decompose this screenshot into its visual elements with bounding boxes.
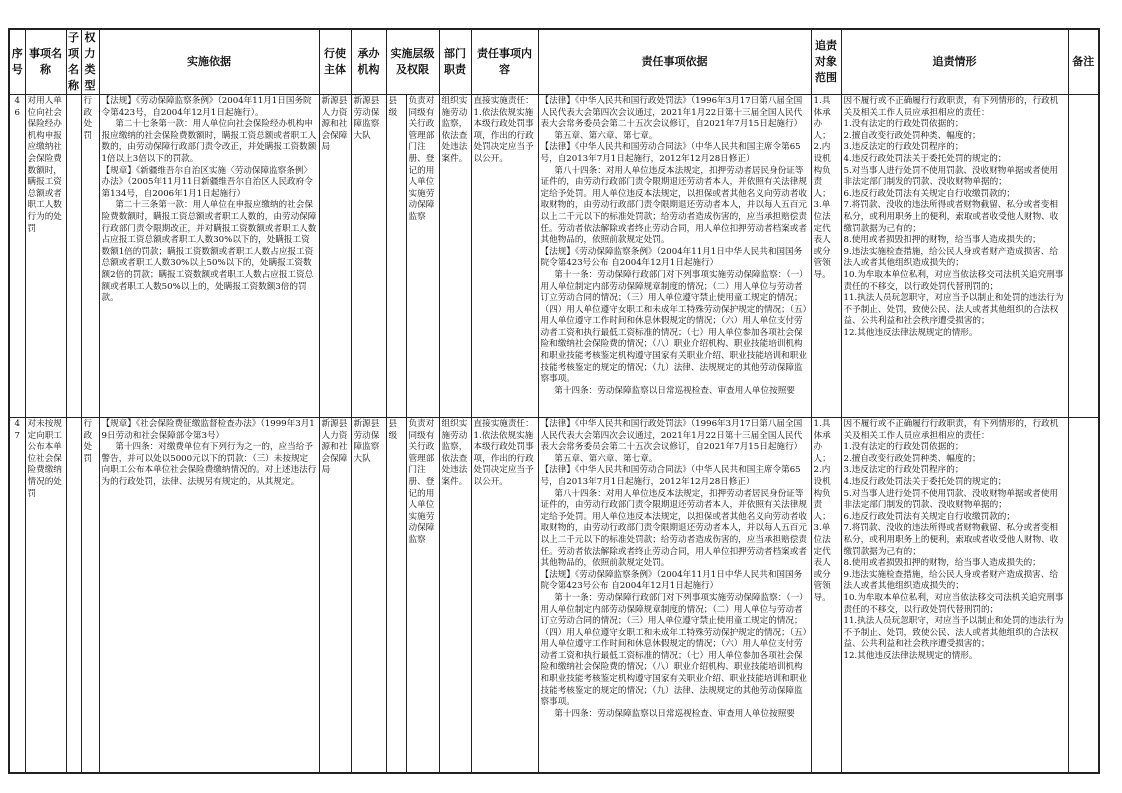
- header-seq: 序号: [9, 29, 25, 95]
- basis-cell-paragraph: 【规章】《社会保险费征缴监督检查办法》（1999年3月19日劳动和社会保障部令第3号）: [101, 419, 315, 441]
- header-accountable: 追责对象范围: [811, 29, 841, 95]
- resp-basis-cell-paragraph: 第十四条：劳动保障监察以日常巡视检查、审查用人单位按照要: [554, 708, 795, 719]
- header-duty: 部门职责: [439, 29, 471, 95]
- power-type-cell: 行政处罚: [81, 95, 99, 418]
- accountability-cell-paragraph: 8.使用或者损毁扣押的财物，给当事人造成损失的；: [843, 235, 1041, 246]
- header-remark: 备注: [1068, 29, 1099, 95]
- accountability-cell-paragraph: 因不履行或不正确履行行政职责，有下列情形的，行政机关及相关工作人员应承担相应的责任：: [843, 419, 1059, 441]
- resp-content-cell: 直接实施责任：1.依法依规实施本级行政处罚事项，作出的行政处罚决定应当予以公开。: [471, 95, 538, 418]
- header-resp-content: 责任事项内容: [471, 29, 538, 95]
- header-item-name: 事项名称: [25, 29, 66, 95]
- resp-basis-cell-paragraph: 第八十四条：对用人单位违反本法规定，扣押劳动者居民身份证等证件的，由劳动行政部门责令限期退还劳动者本人，并依照有关法律规定给予处罚。用人单位违反本法规定，以担保或者其他名义向劳动者收取财物的，由劳动行政部门责令限期退还劳动者本人，并以每人五百元以上二千元以下的标准处罚款；给劳动者造成伤害的，应当承担赔偿责任。劳动者依法解除或者终止劳动合同，用人单位扣押劳动者档案或者其他物品的，依照前款规定处罚。: [540, 488, 807, 569]
- table-body: [9, 95, 1099, 774]
- basis-cell-paragraph: 【规章】《新疆维吾尔自治区实施〈劳动保障监察条例〉办法》（2005年11月11日新疆维吾尔自治区人民政府令第134号，自2006年1月1日起施行）: [101, 165, 313, 199]
- remark-cell: [1068, 95, 1099, 418]
- table-row: [9, 95, 1099, 418]
- resp-basis-cell-paragraph: 第十一条：劳动保障行政部门对下列事项实施劳动保障监察：（一）用人单位制定内部劳动保障规章制度的情况；（二）用人单位与劳动者订立劳动合同的情况；（三）用人单位遵守禁止使用童工规定的情况；（四）用人单位遵守女职工和未成年工特殊劳动保护规定的情况；（五）用人单位遵守工作时间和休息休假规定的情况；（六）用人单位支付劳动者工资和执行最低工资标准的情况；（七）用人单位参加各项社会保险和缴纳社会保险费的情况；（八）职业介绍机构、职业技能培训机构和职业技能考核鉴定机构遵守国家有关职业介绍、职业技能培训和职业技能考核鉴定的规定的情况；（九）法律、法规规定的其他劳动保障监察事项。: [540, 592, 808, 708]
- resp-basis-cell-paragraph: 【法律】《中华人民共和国劳动合同法》（中华人民共和国主席令第65号，自2013年7月1日起施行，2012年12月28日修正）: [540, 465, 801, 487]
- sub-item-name-cell: [66, 95, 81, 418]
- duty-cell: 组织实施劳动监察，依法查处违法案件。: [439, 95, 471, 418]
- accountability-cell-paragraph: 因不履行或不正确履行行政职责，有下列情形的，行政机关及相关工作人员应承担相应的责任：: [843, 96, 1059, 118]
- header-subject: 行使主体: [319, 29, 351, 95]
- resp-basis-cell-paragraph: 【法规】《劳动保障监察条例》（2004年11月1日中华人民共和国国务院令第423号公布 自2004年12月1日起施行）: [540, 246, 803, 269]
- authority-cell: 负责对同级有关行政管理部门注册、登记的用人单位实施劳动保障监察: [406, 418, 439, 774]
- accountability-cell-paragraph: 10.为牟取本单位私利，对应当依法移交司法机关追究刑事责任的不移交，以行政处罚代替刑罚的；: [843, 269, 1064, 292]
- accountability-cell-paragraph: 7.将罚款、没收的违法所得或者财物截留、私分或者变相私分，或利用职务上的便利，索取或者收受他人财物、收缴罚款据为己有的；: [843, 523, 1059, 557]
- resp-basis-cell-paragraph: 【法律】《中华人民共和国劳动合同法》（中华人民共和国主席令第65号，自2013年7月1日起施行，2012年12月28日修正）: [540, 142, 801, 164]
- resp-content-cell: 直接实施责任：1.依法依规实施本级行政处罚事项，作出的行政处罚决定应当予以公开。: [471, 418, 538, 774]
- power-type-cell: 行政处罚: [81, 418, 99, 774]
- sub-item-name-cell: [66, 418, 81, 774]
- accountable-cell: 1.具体承办人；2.内设机构负责人；3.单位法定代表人或分管领导。: [811, 95, 841, 418]
- basis-cell-paragraph: 第十四条：对缴费单位有下列行为之一的，应当给予警告，并可以处以5000元以下的罚款：（三）未按规定向职工公布本单位社会保险费缴纳情况的。对上述违法行为的行政处罚，法律、法规另有规定的，从其规定。: [101, 442, 317, 487]
- table-row: [9, 418, 1099, 774]
- subject-cell: 新源县人力资源和社会保障局: [319, 418, 351, 774]
- header-level: 实施层级及权限: [386, 29, 439, 95]
- resp-basis-cell-paragraph: 第五章、第六章、第七章。: [554, 453, 658, 464]
- seq-cell: 46: [9, 95, 25, 418]
- accountability-cell-paragraph: 1.没有法定的行政处罚依据的；: [843, 442, 964, 453]
- resp-basis-cell: [538, 418, 811, 774]
- accountability-cell-paragraph: 10.为牟取本单位私利，对应当依法移交司法机关追究刑事责任的不移交，以行政处罚代替刑罚的；: [843, 592, 1064, 615]
- power-list-table: [8, 28, 1100, 774]
- resp-basis-cell-paragraph: 【法律】《中华人民共和国行政处罚法》（1996年3月17日第八届全国人民代表大会第四次会议通过，2021年1月22日第十三届全国人民代表大会常务委员会第二十五次会议修订，自2021年7月15日起施行）: [540, 419, 803, 453]
- accountability-cell-paragraph: 12.其他违反法律法规规定的情形。: [843, 650, 978, 661]
- basis-cell: [99, 95, 319, 418]
- accountability-cell-paragraph: 6.违反行政处罚法有关规定自行收缴罚款的；: [843, 511, 1015, 522]
- item-name-cell: 对未按规定向职工公布本单位社会保险费缴纳情况的处罚: [25, 418, 66, 774]
- header-resp-basis: 责任事项依据: [538, 29, 811, 95]
- resp-basis-cell-paragraph: 第十四条：劳动保障监察以日常巡视检查、审查用人单位按照要: [554, 385, 795, 396]
- subject-cell: 新源县人力资源和社会保障局: [319, 95, 351, 418]
- level-cell: 县级: [386, 418, 406, 774]
- accountability-cell: [841, 418, 1068, 774]
- accountability-cell-paragraph: 3.违反法定的行政处罚程序的；: [843, 465, 964, 476]
- table-header-row: [9, 29, 1099, 95]
- basis-cell-paragraph: 第二十七条第一款：用人单位向社会保险经办机构申报应缴纳的社会保险费数额时，瞒报工资总额或者职工人数的，由劳动保障行政部门责令改正，并处瞒报工资数额1倍以上3倍以下的罚款。: [101, 119, 317, 164]
- resp-basis-cell-paragraph: 第五章、第六章、第七章。: [554, 130, 658, 141]
- basis-cell: [99, 418, 319, 774]
- accountability-cell-paragraph: 11.执法人员玩忽职守，对应当予以制止和处罚的违法行为不予制止、处罚，致使公民、法人或者其他组织的合法权益、公共利益和社会秩序遭受损害的；: [843, 293, 1064, 327]
- header-basis: 实施依据: [99, 29, 319, 95]
- accountability-cell-paragraph: 11.执法人员玩忽职守，对应当予以制止和处罚的违法行为不予制止、处罚，致使公民、法人或者其他组织的合法权益、公共利益和社会秩序遭受损害的；: [843, 616, 1064, 650]
- accountability-cell-paragraph: 9.违法实施检查措施，给公民人身或者财产造成损害、给法人或者其他组织造成损失的；: [843, 246, 1058, 269]
- accountability-cell-paragraph: 5.对当事人进行处罚不使用罚款、没收财物单据或者使用非法定部门制发的罚款、没收财物单据的；: [843, 165, 1058, 188]
- accountability-cell-paragraph: 6.违反行政处罚法有关规定自行收缴罚款的；: [843, 188, 1015, 199]
- organ-cell: 新源县劳动保障监察大队: [351, 418, 386, 774]
- basis-cell-paragraph: 第二十三条第一款：用人单位在申报应缴纳的社会保险费数额时，瞒报工资总额或者职工人数的，由劳动保障行政部门责令限期改正，并对瞒报工资数额或者职工人数占应报工资总额或者职工人数30%以下的，处瞒报工资数额1倍的罚款；瞒报工资数额或者职工人数占应报工资总额或者职工人数30%以上50%以下的，处瞒报工资数额2倍的罚款；瞒报工资数额或者职工人数占应报工资总额或者职工人数50%以上的，处瞒报工资数额3倍的罚款。: [101, 200, 317, 304]
- remark-cell: [1068, 418, 1099, 774]
- organ-cell: 新源县劳动保障监察大队: [351, 95, 386, 418]
- level-cell: 县级: [386, 95, 406, 418]
- header-organ: 承办机构: [351, 29, 386, 95]
- resp-basis-cell-paragraph: 第八十四条：对用人单位违反本法规定，扣押劳动者居民身份证等证件的，由劳动行政部门责令限期退还劳动者本人，并依照有关法律规定给予处罚。用人单位违反本法规定，以担保或者其他名义向劳动者收取财物的，由劳动行政部门责令限期退还劳动者本人，并以每人五百元以上二千元以下的标准处罚款；给劳动者造成伤害的，应当承担赔偿责任。劳动者依法解除或者终止劳动合同，用人单位扣押劳动者档案或者其他物品的，依照前款规定处罚。: [540, 165, 807, 246]
- basis-cell-paragraph: 【法规】《劳动保障监察条例》（2004年11月1日国务院令第423号，自2004年12月1日起施行）。: [101, 96, 312, 118]
- resp-basis-cell: [538, 95, 811, 418]
- resp-basis-cell-paragraph: 【法规】《劳动保障监察条例》（2004年11月1日中华人民共和国国务院令第423号公布 自2004年12月1日起施行）: [540, 569, 803, 592]
- accountability-cell-paragraph: 5.对当事人进行处罚不使用罚款、没收财物单据或者使用非法定部门制发的罚款、没收财物单据的；: [843, 488, 1058, 511]
- accountability-cell: [841, 95, 1068, 418]
- duty-cell: 组织实施劳动监察，依法查处违法案件。: [439, 418, 471, 774]
- accountability-cell-paragraph: 8.使用或者损毁扣押的财物，给当事人造成损失的；: [843, 558, 1041, 569]
- header-sub-item-name: 子项名称: [66, 29, 81, 95]
- accountability-cell-paragraph: 9.违法实施检查措施，给公民人身或者财产造成损害、给法人或者其他组织造成损失的；: [843, 569, 1058, 592]
- resp-basis-cell-paragraph: 第十一条：劳动保障行政部门对下列事项实施劳动保障监察：（一）用人单位制定内部劳动保障规章制度的情况；（二）用人单位与劳动者订立劳动合同的情况；（三）用人单位遵守禁止使用童工规定的情况；（四）用人单位遵守女职工和未成年工特殊劳动保护规定的情况；（五）用人单位遵守工作时间和休息休假规定的情况；（六）用人单位支付劳动者工资和执行最低工资标准的情况；（七）用人单位参加各项社会保险和缴纳社会保险费的情况；（八）职业介绍机构、职业技能培训机构和职业技能考核鉴定机构遵守国家有关职业介绍、职业技能培训和职业技能考核鉴定的规定的情况；（九）法律、法规规定的其他劳动保障监察事项。: [540, 269, 808, 385]
- authority-cell: 负责对同级有关行政管理部门注册、登记的用人单位实施劳动保障监察: [406, 95, 439, 418]
- accountability-cell-paragraph: 3.违反法定的行政处罚程序的；: [843, 142, 964, 153]
- accountability-cell-paragraph: 2.擅自改变行政处罚种类、幅度的；: [843, 130, 981, 141]
- accountability-cell-paragraph: 4.违反行政处罚法关于委托处罚的规定的；: [843, 153, 1007, 164]
- accountability-cell-paragraph: 12.其他违反法律法规规定的情形。: [843, 327, 978, 338]
- accountability-cell-paragraph: 2.擅自改变行政处罚种类、幅度的；: [843, 453, 981, 464]
- header-accountability: 追责情形: [841, 29, 1068, 95]
- resp-basis-cell-paragraph: 【法律】《中华人民共和国行政处罚法》（1996年3月17日第八届全国人民代表大会第四次会议通过，2021年1月22日第十三届全国人民代表大会常务委员会第二十五次会议修订，自2021年7月15日起施行）: [540, 96, 803, 130]
- accountability-cell-paragraph: 4.违反行政处罚法关于委托处罚的规定的；: [843, 476, 1007, 487]
- item-name-cell: 对用人单位向社会保险经办机构申报应缴纳社会保险费数额时，瞒报工资总额或者职工人数行为的处罚: [25, 95, 66, 418]
- accountability-cell-paragraph: 1.没有法定的行政处罚依据的；: [843, 119, 964, 130]
- seq-cell: 47: [9, 418, 25, 774]
- accountability-cell-paragraph: 7.将罚款、没收的违法所得或者财物截留、私分或者变相私分，或利用职务上的便利，索取或者收受他人财物、收缴罚款据为己有的；: [843, 200, 1059, 234]
- accountable-cell: 1.具体承办人；2.内设机构负责人；3.单位法定代表人或分管领导。: [811, 418, 841, 774]
- header-power-type: 权力类型: [81, 29, 99, 95]
